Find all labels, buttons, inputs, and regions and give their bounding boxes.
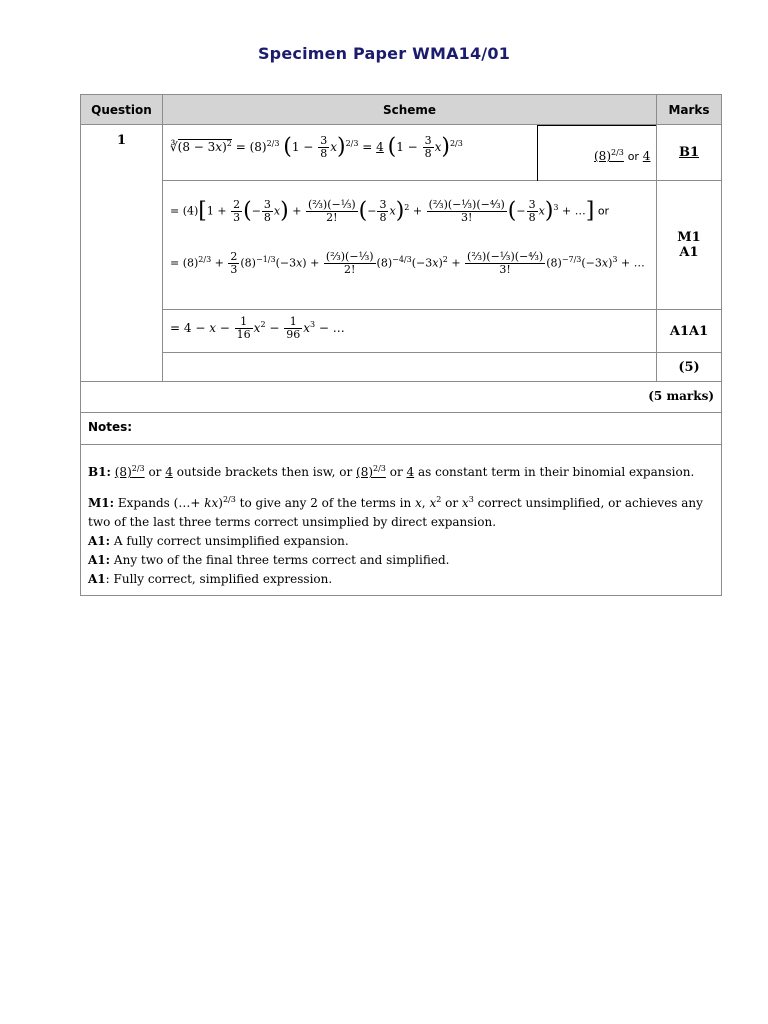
expansion-line-a: = (4)[1 + $\frac{2}{3}$ (− $\frac{3}{8}$ x) + $\frac{\text{(⅔)(−⅓)}}{2!}$ (− $\frac{3}{8}$ x)$^2$ + $\frac{\text{(⅔)(−⅓)(−⁴⁄₃)}}{3!}$ (− $\frac{3}{8}$ x)$^3$ + …] or — [170, 198, 610, 224]
table-row — [81, 353, 722, 382]
table-row — [81, 125, 722, 181]
note-a1-2: A1: Any two of the final three terms correct and simplified. — [88, 553, 450, 567]
marks-b1: B1 — [678, 145, 700, 160]
column-header-question: Question — [81, 95, 163, 125]
scheme-line-1 — [163, 125, 657, 181]
b1-side-box: $(8)^{2/3}$ or 4 — [537, 125, 656, 181]
scheme-line-3 — [163, 310, 657, 353]
cube-root-expression: ∛(8 − $3x)^2 = (8)^{2/3}$ (1 − $\frac{3}{8}$ x)$^{2/3}$ = 4 (1 − $\frac{3}{8}$ x)$^{2/3}$ — [170, 134, 463, 160]
expansion-line-b: = $(8)^{2/3}$ + $\frac{2}{3}$ $(8)^{-1/3}(-3x)$ + $\frac{\text{(⅔)(−⅓)}}{2!}$ $(8)^{-4/3}(-3x)^2$ + $\frac{\text{(⅔)(−⅓)(−⁴⁄₃)}}{3!}$ $(8)^{-7/3}(-3x)^3$ + … — [170, 250, 645, 276]
or-label: or — [627, 150, 639, 163]
total-marks: (5 marks) — [81, 382, 722, 413]
page-title: Specimen Paper WMA14/01 — [257, 44, 511, 63]
column-header-marks: Marks — [657, 95, 722, 125]
marks-a1a1: A1A1 — [657, 310, 722, 353]
marks-a1: A1 — [679, 245, 699, 260]
scheme-line-2 — [163, 181, 657, 310]
marks-subtotal: (5) — [657, 353, 722, 382]
notes-body — [81, 445, 722, 596]
or-label-2: or — [597, 204, 610, 218]
marks-m1: M1 — [677, 230, 701, 245]
table-header-row — [81, 95, 722, 125]
question-number: 1 — [81, 125, 163, 382]
note-a1-1: A1: A fully correct unsimplified expansion. — [88, 534, 349, 548]
note-m1: M1: Expands (…+ kx)$^{2/3}$ to give any 2 of the terms in x, $x^2$ or $x^3$ correct unsimplified, or achieves any two of the last three terms correct unsimplied by direct expansion. — [88, 495, 703, 529]
note-a1-3: A1: Fully correct, simplified expression. — [88, 572, 333, 586]
table-row — [81, 445, 722, 596]
table-row — [81, 413, 722, 445]
note-b1: B1: $(8)^{2/3}$ or 4 outside brackets then isw, or $(8)^{2/3}$ or 4 as constant term in their binomial expansion. — [88, 464, 695, 479]
table-row — [81, 181, 722, 310]
column-header-scheme: Scheme — [163, 95, 657, 125]
final-expression: = 4 − x − $\frac{1}{16}$ $x^2$ − $\frac{1}{96}$ $x^3$ − … — [170, 315, 345, 341]
b1-value: 4 — [642, 149, 651, 163]
table-row — [81, 310, 722, 353]
mark-scheme-table — [80, 94, 722, 596]
table-row — [81, 382, 722, 413]
notes-heading: Notes: — [81, 413, 722, 445]
